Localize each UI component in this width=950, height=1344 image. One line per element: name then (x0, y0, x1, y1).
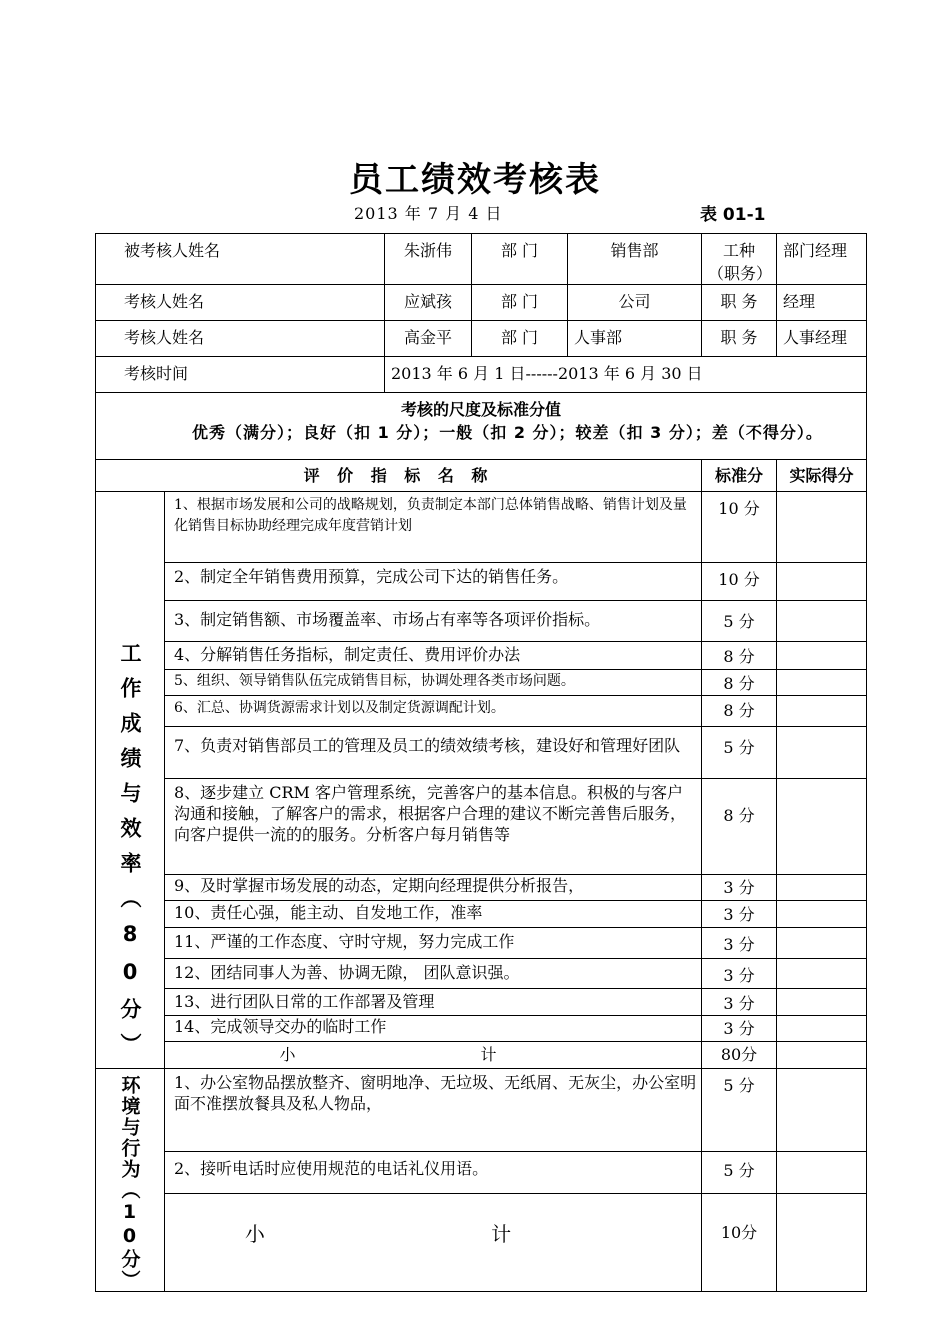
subtotal-row (96, 1194, 867, 1292)
item-text: 11、严谨的工作态度、守时守规，努力完成工作 (165, 927, 702, 958)
item-score: 3 分 (702, 875, 777, 901)
scale-text: 优秀（满分）；良好（扣 1 分）；一般（扣 2 分）；较差（扣 3 分）；差（不得分）。 (192, 423, 823, 442)
item-score: 3 分 (702, 958, 777, 988)
table-row (96, 727, 867, 778)
appraiser-name: 应斌孩 (385, 285, 472, 321)
indicator-header: 评 价 指 标 名 称 (96, 460, 702, 492)
item-score: 5 分 (702, 601, 777, 642)
actual-score-cell[interactable] (777, 669, 867, 696)
role-label: 工种（职务） (702, 234, 777, 285)
subtotal-label: 小 计 (165, 1194, 702, 1292)
table-number: 表 01-1 (700, 205, 766, 225)
item-score: 8 分 (702, 669, 777, 696)
period-label: 考核时间 (96, 357, 385, 393)
item-text: 5、组织、领导销售队伍完成销售目标，协调处理各类市场问题。 (165, 669, 702, 696)
actual-score-header: 实际得分 (777, 460, 867, 492)
table-row (96, 988, 867, 1016)
subtotal-label: 小 计 (165, 1042, 702, 1069)
actual-score-cell[interactable] (777, 927, 867, 958)
actual-score-cell[interactable] (777, 988, 867, 1016)
table-row (96, 1152, 867, 1194)
subtotal-score: 10分 (702, 1194, 777, 1292)
appraisal-table (95, 233, 867, 1292)
item-text: 8、逐步建立 CRM 客户管理系统，完善客户的基本信息。积极的与客户沟通和接触，了解客户的需求，根据客户合理的建议不断完善售后服务，向客户提供一流的的服务。分析客户每月销售等 (165, 778, 702, 874)
document-date: 2013 年 7 月 4 日 (354, 204, 503, 223)
item-text: 13、进行团队日常的工作部署及管理 (165, 988, 702, 1016)
item-text: 2、接听电话时应使用规范的电话礼仪用语。 (165, 1152, 702, 1194)
actual-score-cell[interactable] (777, 641, 867, 669)
info-row-period (96, 357, 867, 393)
actual-subtotal-cell[interactable] (777, 1042, 867, 1069)
table-row (96, 927, 867, 958)
actual-score-cell[interactable] (777, 875, 867, 901)
info-row-appraiser-1 (96, 285, 867, 321)
actual-score-cell[interactable] (777, 1016, 867, 1042)
actual-score-cell[interactable] (777, 727, 867, 778)
item-score: 3 分 (702, 988, 777, 1016)
role-label: 职 务 (702, 321, 777, 357)
item-text: 4、分解销售任务指标，制定责任、费用评价办法 (165, 641, 702, 669)
item-score: 5 分 (702, 1069, 777, 1152)
subtotal-score: 80分 (702, 1042, 777, 1069)
appraiser-dept: 人事部 (568, 321, 702, 357)
appraiser-role: 人事经理 (777, 321, 867, 357)
actual-score-cell[interactable] (777, 562, 867, 601)
document-title: 员工绩效考核表 (349, 160, 601, 200)
table-row (96, 875, 867, 901)
item-score: 3 分 (702, 1016, 777, 1042)
item-score: 10 分 (702, 562, 777, 601)
item-text: 12、团结同事人为善、协调无隙， 团队意识强。 (165, 958, 702, 988)
item-score: 3 分 (702, 900, 777, 927)
period-value: 2013 年 6 月 1 日------2013 年 6 月 30 日 (385, 357, 867, 393)
role-label: 职 务 (702, 285, 777, 321)
appraisee-dept: 销售部 (568, 234, 702, 285)
dept-label: 部 门 (472, 285, 568, 321)
item-score: 3 分 (702, 927, 777, 958)
appraiser-dept: 公司 (568, 285, 702, 321)
item-text: 10、责任心强，能主动、自发地工作，准率 (165, 900, 702, 927)
section1-label-cell (96, 492, 165, 1069)
scale-row (96, 393, 867, 460)
table-row (96, 562, 867, 601)
table-row (96, 1016, 867, 1042)
item-text: 14、完成领导交办的临时工作 (165, 1016, 702, 1042)
subtotal-row (96, 1042, 867, 1069)
item-text: 7、负责对销售部员工的管理及员工的绩效绩考核，建设好和管理好团队 (165, 727, 702, 778)
table-row (96, 641, 867, 669)
info-row-appraisee (96, 234, 867, 285)
actual-score-cell[interactable] (777, 1069, 867, 1152)
table-row (96, 669, 867, 696)
column-header-row (96, 460, 867, 492)
item-score: 8 分 (702, 696, 777, 727)
item-score: 8 分 (702, 778, 777, 874)
info-row-appraiser-2 (96, 321, 867, 357)
actual-score-cell[interactable] (777, 601, 867, 642)
item-score: 10 分 (702, 492, 777, 563)
actual-score-cell[interactable] (777, 492, 867, 563)
appraiser-role: 经理 (777, 285, 867, 321)
dept-label: 部 门 (472, 321, 568, 357)
standard-score-header: 标准分 (702, 460, 777, 492)
scale-heading: 考核的尺度及标准分值 (400, 400, 561, 419)
section1-label: 工作成绩与效率（80分） (118, 642, 142, 1068)
item-text: 3、制定销售额、市场覆盖率、市场占有率等各项评价指标。 (165, 601, 702, 642)
appraisee-label: 被考核人姓名 (96, 234, 385, 285)
actual-score-cell[interactable] (777, 900, 867, 927)
item-score: 8 分 (702, 641, 777, 669)
item-text: 2、制定全年销售费用预算，完成公司下达的销售任务。 (165, 562, 702, 601)
appraiser-label: 考核人姓名 (96, 321, 385, 357)
table-row (96, 601, 867, 642)
appraisee-role: 部门经理 (777, 234, 867, 285)
item-text: 9、及时掌握市场发展的动态，定期向经理提供分析报告， (165, 875, 702, 901)
actual-score-cell[interactable] (777, 778, 867, 874)
table-row (96, 696, 867, 727)
table-row (96, 958, 867, 988)
actual-subtotal-cell[interactable] (777, 1194, 867, 1292)
section2-label-cell (96, 1069, 165, 1292)
item-text: 6、汇总、协调货源需求计划以及制定货源调配计划。 (165, 696, 702, 727)
actual-score-cell[interactable] (777, 958, 867, 988)
appraiser-name: 高金平 (385, 321, 472, 357)
table-row (96, 778, 867, 874)
item-text: 1、根据市场发展和公司的战略规划，负责制定本部门总体销售战略、销售计划及量化销售目标协助经理完成年度营销计划 (165, 492, 702, 563)
actual-score-cell[interactable] (777, 696, 867, 727)
dept-label: 部 门 (472, 234, 568, 285)
table-row (96, 900, 867, 927)
section2-label: 环境与行为（10分） (118, 1075, 141, 1291)
item-score: 5 分 (702, 1152, 777, 1194)
appraisee-name: 朱浙伟 (385, 234, 472, 285)
item-score: 5 分 (702, 727, 777, 778)
item-text: 1、办公室物品摆放整齐、窗明地净、无垃圾、无纸屑、无灰尘，办公室明面不准摆放餐具及私人物品， (165, 1069, 702, 1152)
table-row (96, 492, 867, 563)
appraiser-label: 考核人姓名 (96, 285, 385, 321)
actual-score-cell[interactable] (777, 1152, 867, 1194)
table-row (96, 1069, 867, 1152)
